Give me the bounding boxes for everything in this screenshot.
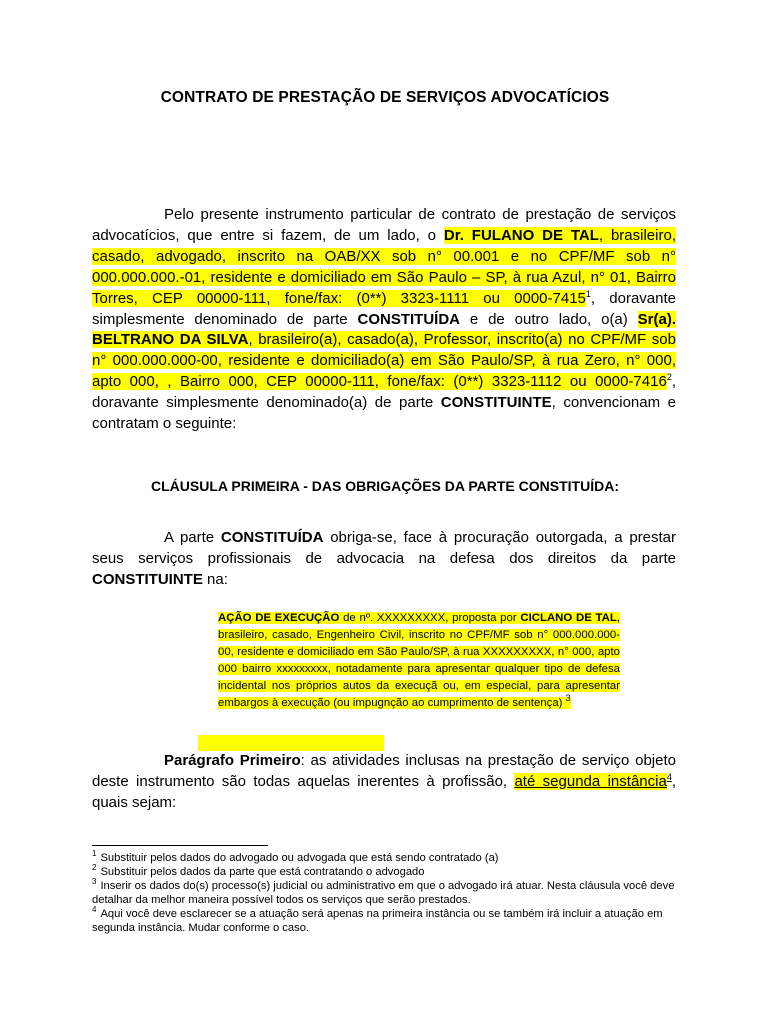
intro-text-3: e de outro lado, o(a) [459,310,638,328]
footnote-number-2: 2 [92,863,97,873]
footnote-separator [92,845,268,846]
clause-1-heading: CLÁUSULA PRIMEIRA - DAS OBRIGAÇÕES DA PARTE CONSTITUÍDA: [151,478,619,494]
footnote-3 [92,879,682,907]
paragraph-primeiro-label: Parágrafo Primeiro [164,752,301,769]
case-text-2: , brasileiro, casado, Engenheiro Civil, inscrito no CPF/MF sob n° 000.000.000-00, residente e domiciliado em São Paulo/SP, à rua XXXXXXXXX, n° 000, apto 000 bairro xxxxxxxxx, notadamente para apresentar qualquer tipo de defesa incidental nos próprios autos da execuçã ou, em especial, para apresentar embargos à execução (ou impugnção ao cumprimento de sentença) [218,612,620,710]
clause-1-text-3: na: [202,570,228,588]
case-type: AÇÃO DE EXECUÇÃO [218,612,340,624]
case-description-block [218,610,620,713]
footnote-number-3: 3 [92,877,97,887]
intro-text-1: Pelo presente instrumento particular de contrato de prestação de serviços advocatícios, que entre si fazem, de um lado, o [92,206,676,244]
footnote-number-1: 1 [92,849,97,859]
document-title: CONTRATO DE PRESTAÇÃO DE SERVIÇOS ADVOCATÍCIOS [160,89,610,106]
footnote-ref-3[interactable]: 3 [565,693,571,704]
clause-1-text-1: A parte [164,529,221,546]
footnote-4 [92,907,682,935]
footnote-text-4: Aqui você deve esclarecer se a atuação será apenas na primeira instância ou se também irá incluir a atuação em segunda instância. Mudar conforme o caso. [92,908,663,934]
intro-paragraph [92,205,676,435]
instance-scope: até segunda instância [514,772,667,790]
client-name: Sr(a). BELTRANO DA SILVA [92,310,676,349]
intro-text-4: , doravante simplesmente denominado(a) de parte [92,373,676,412]
client-details: , brasileiro(a), casado(a), Professor, inscrito(a) no CPF/MF sob n° 000.000.000-00, residente e domiciliado(a) em São Paulo/SP, à rua Zero, n° 000, apto 000, , Bairro 000, CEP 00000-111, fone/fax: (0**) 3323-1112 ou 0000-7416 [92,331,676,391]
clause-1-constituinte: CONSTITUINTE [92,570,203,588]
paragraph-primeiro-text-1: : as atividades inclusas na prestação de serviço objeto deste instrumento são todas aquelas inerentes à profissão, [92,752,676,790]
footnote-ref-1[interactable]: 1 [585,288,591,299]
paragraph-primeiro-text-2: , quais sejam: [92,772,676,811]
footnote-text-3: Inserir os dados do(s) processo(s) judicial ou administrativo em que o advogado irá atuar. Nesta cláusula você deve detalhar da melhor maneira possível todos os serviços que serão prestados. [92,880,675,906]
paragraph-primeiro [92,751,676,814]
footnotes [92,851,682,935]
opposing-party-name: CICLANO DE TAL [520,612,617,624]
footnote-ref-4[interactable]: 4 [666,771,672,782]
footnote-number-4: 4 [92,905,97,915]
clause-1-paragraph [92,528,676,591]
constituida-label: CONSTITUÍDA [357,310,460,328]
footnote-text-1: Substituir pelos dados do advogado ou advogada que está sendo contratado (a) [100,852,499,864]
footnote-1 [92,851,682,865]
clause-1-text-2: obriga-se, face à procuração outorgada, a prestar seus serviços profissionais de advocacia na defesa dos direitos da parte [92,529,677,567]
footnote-text-2: Substituir pelos dados da parte que está contratando o advogado [100,866,425,878]
intro-text-5: , convencionam e contratam o seguinte: [92,394,676,433]
contracted-lawyer-details: , brasileiro, casado, advogado, inscrito na OAB/XX sob n° 00.001 e no CPF/MF sob n° 000.000.000.-01, residente e domiciliado em São Paulo – SP, à rua Azul, n° 01, Bairro Torres, CEP 00000-111, fone/fax: (0**) 3323-1111 ou 0000-7415 [92,226,676,307]
footnote-2 [92,865,682,879]
clause-1-constituida: CONSTITUÍDA [220,529,324,546]
case-text-1: de nº. XXXXXXXXX, proposta por [339,612,521,624]
contracted-lawyer-name: Dr. FULANO DE TAL [443,226,599,244]
highlight-bar [198,735,384,751]
constituinte-label: CONSTITUINTE [440,394,552,412]
footnote-ref-2[interactable]: 2 [666,372,672,383]
intro-text-2: , doravante simplesmente denominado de parte [92,289,676,328]
